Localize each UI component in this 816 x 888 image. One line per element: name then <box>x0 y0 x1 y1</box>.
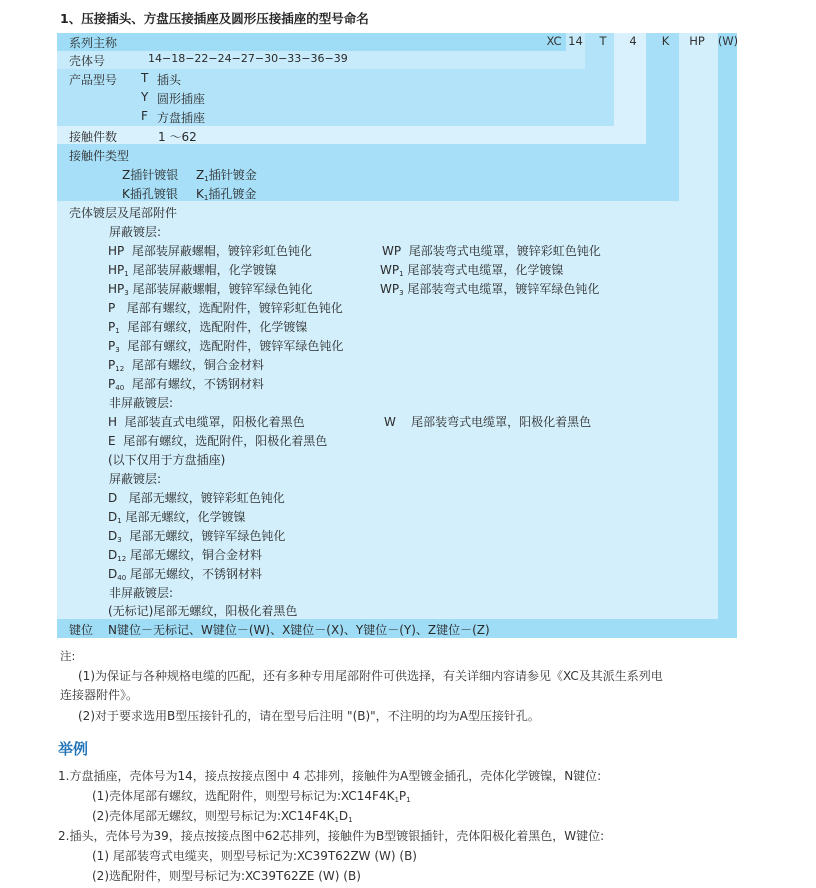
square-note: (以下仅用于方盘插座) <box>108 453 226 467</box>
product-text-t: 插头 <box>157 73 182 87</box>
code-contact-type: K <box>661 34 670 48</box>
col-contact-type <box>646 33 679 144</box>
example-2: 2.插头，壳体号为39，接点按接点图中62芯排列，接触件为B型镀银插针，壳体阳极化着黑色，W键位: <box>58 829 605 843</box>
code-contacts: 4 <box>629 34 637 48</box>
square-nonshield: (无标记)尾部无螺纹，阳极化着黑色 <box>108 604 298 618</box>
example-2a: (1) 尾部装弯式电缆夹，则型号标记为:XC39T62ZW (W) (B) <box>92 849 417 863</box>
plating-p40: $P_{40}$ 尾部有螺纹，不锈钢材料 <box>108 377 264 392</box>
product-text-y: 圆形插座 <box>157 92 206 106</box>
label-shell: 壳体号 <box>69 54 106 68</box>
value-key: N键位－无标记、W键位－(W)、X键位－(X)、Y键位－(Y)、Z键位－(Z) <box>108 623 490 637</box>
example-2b: (2)选配附件，则型号标记为:XC39T62ZE (W) (B) <box>92 869 361 883</box>
plating-e: E 尾部有螺纹，选配附件，阳极化着黑色 <box>108 434 328 448</box>
code-shell: 14 <box>568 34 583 48</box>
col-plating <box>679 33 718 201</box>
label-contacts: 接触件数 <box>69 130 118 144</box>
note-2: (2)对于要求选用B型压接针孔的，请在型号后注明 "(B)"，不注明的均为A型压接针孔。 <box>78 709 540 723</box>
plating-hp1: $HP_1$ 尾部装屏蔽螺帽，化学镀镍 <box>108 263 277 278</box>
notes-label: 注: <box>60 649 76 663</box>
label-contact-type: 接触件类型 <box>69 149 130 163</box>
plating-d: D 尾部无螺纹，镀锌彩虹色钝化 <box>108 491 285 505</box>
plating-wp3: $WP_3$ 尾部装弯式电缆罩，镀锌军绿色钝化 <box>380 282 600 297</box>
plating-w: W 尾部装弯式电缆罩，阳极化着黑色 <box>384 415 592 429</box>
section-title: 1、压接插头、方盘压接插座及圆形压接插座的型号命名 <box>60 11 369 26</box>
plating-p12: $P_{12}$ 尾部有螺纹，铜合金材料 <box>108 358 264 373</box>
code-key: (W) <box>717 34 739 48</box>
product-code-y: Y <box>141 90 149 104</box>
nonshield-label-2: 非屏蔽镀层: <box>109 586 174 600</box>
code-product: T <box>599 34 607 48</box>
note-1b: 连接器附件》。 <box>60 688 139 702</box>
label-product: 产品型号 <box>69 73 118 87</box>
contact-type-z1: $Z_1$插针镀金 <box>196 168 257 183</box>
shield-label: 屏蔽镀层: <box>109 225 162 239</box>
plating-wp1: $WP_1$ 尾部装弯式电缆罩，化学镀镍 <box>380 263 564 278</box>
label-plating: 壳体镀层及尾部附件 <box>69 206 178 220</box>
value-shell: 14−18−22−24−27−30−33−36−39 <box>148 52 348 65</box>
plating-d40: $D_{40}$ 尾部无螺纹，不锈钢材料 <box>108 567 263 582</box>
example-1b: (2)壳体尾部无螺纹，则型号标记为$:XC14F4K_1D_1$ <box>92 809 353 824</box>
plating-hp3: $HP_3$ 尾部装屏蔽螺帽，镀锌军绿色钝化 <box>108 282 313 297</box>
plating-p: P 尾部有螺纹，选配附件，镀锌彩虹色钝化 <box>108 301 343 315</box>
shield-label-2: 屏蔽镀层: <box>109 472 162 486</box>
product-code-t: T <box>141 71 149 85</box>
plating-h: H 尾部装直式电缆罩，阳极化着黑色 <box>108 415 305 429</box>
example-1a: (1)壳体尾部有螺纹，选配附件，则型号标记为$:XC14F4K_1P_1$ <box>92 789 411 804</box>
label-key: 键位 <box>69 623 94 637</box>
nonshield-label: 非屏蔽镀层: <box>109 396 174 410</box>
plating-d1: $D_1$ 尾部无螺纹，化学镀镍 <box>108 510 246 525</box>
contact-type-k: K插孔镀银 <box>122 187 178 201</box>
plating-p3: $P_3$ 尾部有螺纹，选配附件，镀锌军绿色钝化 <box>108 339 344 354</box>
code-plating: HP <box>689 34 705 48</box>
col-key <box>718 33 737 619</box>
note-1a: (1)为保证与各种规格电缆的匹配，还有多种专用尾部附件可供选择，有关详细内容请参见《XC及其派生系列电 <box>78 669 663 683</box>
examples-heading: 举例 <box>58 740 89 758</box>
product-code-f: F <box>141 109 148 123</box>
example-1: 1.方盘插座，壳体号为14，接点按接点图中 4 芯排列，接触件为A型镀金插孔，壳体化学镀镍，N键位: <box>58 769 602 783</box>
plating-hp: HP 尾部装屏蔽螺帽，镀锌彩虹色钝化 <box>108 244 312 258</box>
contact-type-z: Z插针镀银 <box>122 168 179 182</box>
label-series: 系列主称 <box>69 36 118 50</box>
contact-type-k1: $K_1$插孔镀金 <box>196 187 257 202</box>
plating-d3: $D_3$ 尾部无螺纹，镀锌军绿色钝化 <box>108 529 286 544</box>
product-text-f: 方盘插座 <box>157 111 206 125</box>
value-contacts: 1 ～62 <box>158 130 197 144</box>
plating-wp: WP 尾部装弯式电缆罩，镀锌彩虹色钝化 <box>382 244 601 258</box>
plating-d12: $D_{12}$ 尾部无螺纹，铜合金材料 <box>108 548 263 563</box>
plating-p1: $P_1$ 尾部有螺纹，选配附件，化学镀镍 <box>108 320 308 335</box>
band-contacts <box>57 126 646 144</box>
code-series: XC <box>546 34 562 48</box>
